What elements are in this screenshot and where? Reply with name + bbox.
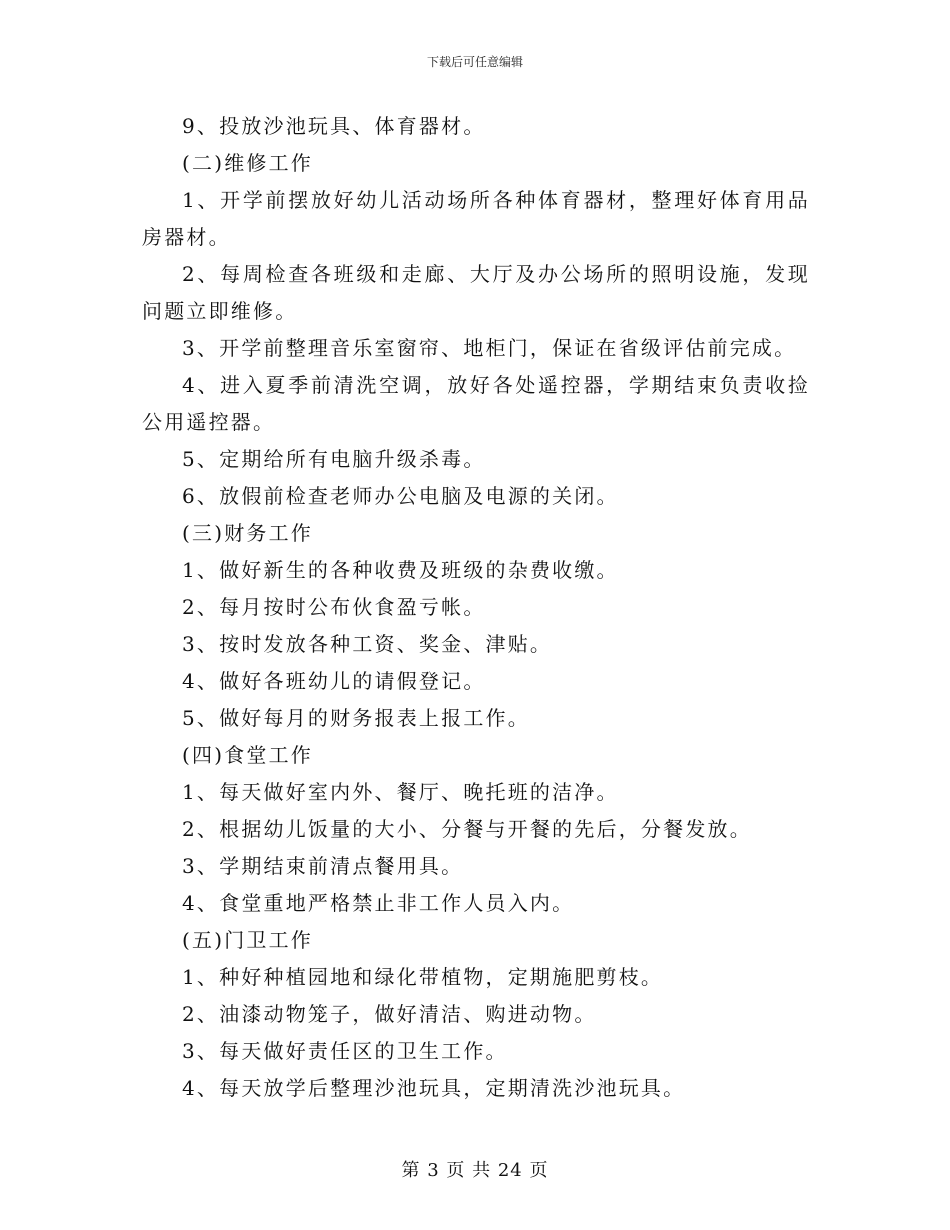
paragraph: 2、每周检查各班级和走廊、大厅及办公场所的照明设施，发现问题立即维修。 (142, 262, 810, 323)
paragraph: 2、根据幼儿饭量的大小、分餐与开餐的先后，分餐发放。 (182, 817, 752, 841)
paragraph: 1、种好种植园地和绿化带植物，定期施肥剪枝。 (182, 965, 664, 989)
section-heading: (五)门卫工作 (182, 928, 314, 952)
paragraph: 1、开学前摆放好幼儿活动场所各种体育器材，整理好体育用品房器材。 (142, 188, 810, 249)
paragraph: 4、进入夏季前清洗空调，放好各处遥控器，学期结束负责收捡公用遥控器。 (142, 373, 810, 434)
paragraph: 3、开学前整理音乐室窗帘、地柜门，保证在省级评估前完成。 (182, 336, 797, 360)
section-heading: (三)财务工作 (182, 521, 314, 545)
paragraph: 4、食堂重地严格禁止非工作人员入内。 (182, 891, 575, 915)
paragraph: 4、做好各班幼儿的请假登记。 (182, 669, 486, 693)
document-body (142, 108, 810, 1107)
paragraph: 5、定期给所有电脑升级杀毒。 (182, 447, 486, 471)
paragraph: 4、每天放学后整理沙池玩具，定期清洗沙池玩具。 (182, 1076, 686, 1100)
paragraph: 1、每天做好室内外、餐厅、晚托班的洁净。 (182, 780, 619, 804)
paragraph: 2、油漆动物笼子，做好清洁、购进动物。 (182, 1002, 597, 1026)
paragraph: 5、做好每月的财务报表上报工作。 (182, 706, 530, 730)
page-number-footer: 第 3 页 共 24 页 (401, 1160, 549, 1181)
paragraph: 3、按时发放各种工资、奖金、津贴。 (182, 632, 553, 656)
paragraph: 9、投放沙池玩具、体育器材。 (182, 114, 486, 138)
header-note: 下载后可任意编辑 (426, 55, 523, 69)
paragraph: 6、放假前检查老师办公电脑及电源的关闭。 (182, 484, 619, 508)
paragraph: 2、每月按时公布伙食盈亏帐。 (182, 595, 486, 619)
section-heading: (二)维修工作 (182, 151, 314, 175)
paragraph: 3、学期结束前清点餐用具。 (182, 854, 464, 878)
paragraph: 3、每天做好责任区的卫生工作。 (182, 1039, 508, 1063)
section-heading: (四)食堂工作 (182, 743, 314, 767)
paragraph: 1、做好新生的各种收费及班级的杂费收缴。 (182, 558, 619, 582)
